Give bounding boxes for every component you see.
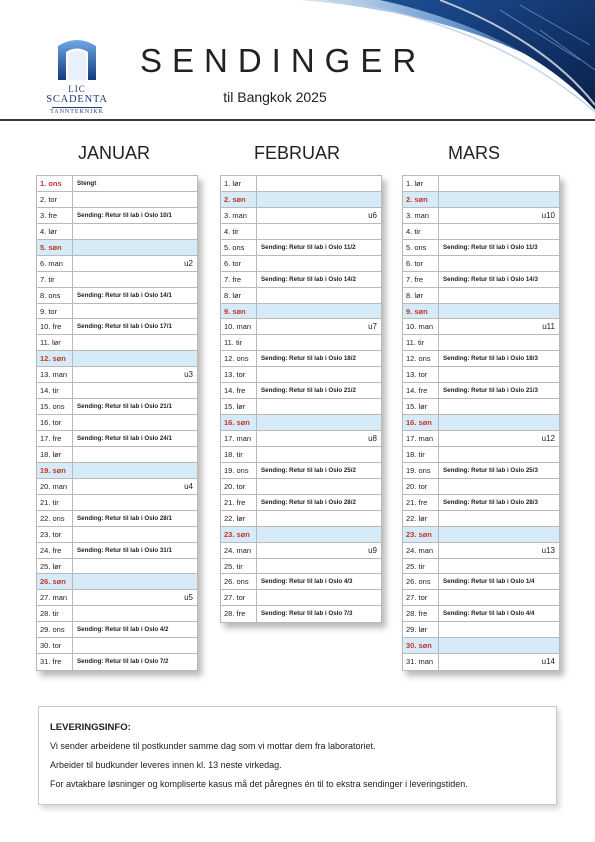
delivery-info-line: Arbeider til budkunder leveres innen kl. 13 neste virkedag. xyxy=(50,760,282,770)
shipment-note: Sending: Retur til lab i Oslo 14/3 xyxy=(443,275,538,283)
calendar-row xyxy=(403,431,559,447)
day-label: 3. fre xyxy=(37,208,73,223)
calendar-row xyxy=(221,335,381,351)
calendar-row xyxy=(403,272,559,288)
calendar-row xyxy=(403,495,559,511)
week-number: u12 xyxy=(541,434,555,443)
calendar-row xyxy=(37,638,197,654)
empty-note xyxy=(73,495,197,510)
shipment-note: Sending: Retur til lab i Oslo 11/3 xyxy=(443,243,538,251)
calendar-row xyxy=(403,288,559,304)
day-label: 3. man xyxy=(221,208,257,223)
day-label: 17. man xyxy=(403,431,439,446)
day-label: 26. ons xyxy=(403,574,439,589)
day-label: 25. tir xyxy=(403,559,439,574)
delivery-info-box xyxy=(38,706,557,805)
empty-note xyxy=(439,192,559,207)
calendar-row xyxy=(221,272,381,288)
day-label: 8. ons xyxy=(37,288,73,303)
day-label: 2. søn xyxy=(403,192,439,207)
empty-note xyxy=(73,367,197,382)
day-label: 13. tor xyxy=(403,367,439,382)
empty-note xyxy=(73,256,197,271)
empty-note xyxy=(439,415,559,430)
calendar-row xyxy=(37,383,197,399)
shipment-note: Sending: Retur til lab i Oslo 14/1 xyxy=(77,291,172,299)
calendar-row xyxy=(37,272,197,288)
calendar-row xyxy=(221,559,381,575)
empty-note xyxy=(439,590,559,605)
day-label: 19. ons xyxy=(403,463,439,478)
empty-note xyxy=(257,399,381,414)
week-number: u2 xyxy=(184,258,193,268)
calendar-row xyxy=(403,319,559,335)
day-label: 26. søn xyxy=(37,574,73,589)
shipment-note: Sending: Retur til lab i Oslo 14/2 xyxy=(261,275,356,283)
empty-note xyxy=(257,527,381,542)
day-label: 11. tir xyxy=(221,335,257,350)
calendar-row xyxy=(221,399,381,415)
calendar-row xyxy=(37,415,197,431)
empty-note xyxy=(439,304,559,319)
empty-note xyxy=(73,590,197,605)
day-label: 29. lør xyxy=(403,622,439,637)
day-label: 22. ons xyxy=(37,511,73,526)
calendar-row xyxy=(221,367,381,383)
empty-note xyxy=(257,559,381,574)
empty-note xyxy=(73,559,197,574)
shipment-note: Sending: Retur til lab i Oslo 31/1 xyxy=(77,546,172,554)
calendar-row xyxy=(403,463,559,479)
day-label: 13. tor xyxy=(221,367,257,382)
day-label: 18. tir xyxy=(403,447,439,462)
day-label: 22. lør xyxy=(221,511,257,526)
calendar-februar xyxy=(220,175,382,623)
calendar-row xyxy=(403,622,559,638)
calendar-row xyxy=(37,335,197,351)
day-label: 7. fre xyxy=(221,272,257,287)
empty-note xyxy=(439,288,559,303)
empty-note xyxy=(73,224,197,239)
day-label: 2. tor xyxy=(37,192,73,207)
calendar-row-sunday xyxy=(37,574,197,590)
empty-note xyxy=(73,272,197,287)
day-label: 4. lør xyxy=(37,224,73,239)
day-label: 23. tor xyxy=(37,527,73,542)
week-number: u9 xyxy=(368,545,377,555)
calendar-row-sunday xyxy=(403,527,559,543)
day-label: 25. tir xyxy=(221,559,257,574)
day-label: 10. fre xyxy=(37,319,73,334)
calendar-row-sunday xyxy=(403,192,559,208)
calendar-row xyxy=(37,224,197,240)
calendar-row xyxy=(221,351,381,367)
calendar-row xyxy=(37,208,197,224)
empty-note xyxy=(257,479,381,494)
shipment-note: Sending: Retur til lab i Oslo 21/1 xyxy=(77,403,172,411)
empty-note xyxy=(439,367,559,382)
shipment-note: Sending: Retur til lab i Oslo 24/1 xyxy=(77,435,172,442)
day-label: 14. tir xyxy=(37,383,73,398)
calendar-row xyxy=(403,447,559,463)
day-label: 14. fre xyxy=(403,383,439,398)
week-number: u11 xyxy=(542,322,555,332)
empty-note xyxy=(257,415,381,430)
shipment-note: Sending: Retur til lab i Oslo 1/4 xyxy=(443,578,535,586)
day-label: 16. søn xyxy=(403,415,439,430)
day-label: 11. tir xyxy=(403,335,439,350)
week-number: u14 xyxy=(541,657,555,667)
empty-note xyxy=(257,447,381,462)
day-label: 30. søn xyxy=(403,638,439,653)
calendar-row xyxy=(403,335,559,351)
logo-rule xyxy=(52,107,102,108)
empty-note xyxy=(257,256,381,271)
shipment-note: Sending: Retur til lab i Oslo 7/3 xyxy=(261,610,353,618)
empty-note xyxy=(257,192,381,207)
day-label: 28. fre xyxy=(403,606,439,621)
shipment-note: Sending: Retur til lab i Oslo 21/2 xyxy=(261,387,356,395)
empty-note xyxy=(73,335,197,350)
day-label: 30. tor xyxy=(37,638,73,653)
empty-note xyxy=(439,319,559,334)
empty-note xyxy=(73,351,197,366)
day-label: 7. fre xyxy=(403,272,439,287)
calendar-januar xyxy=(36,175,198,671)
day-label: 21. fre xyxy=(403,495,439,510)
calendar-row xyxy=(403,367,559,383)
shipment-note: Sending: Retur til lab i Oslo 28/3 xyxy=(443,498,538,506)
day-label: 14. fre xyxy=(221,383,257,398)
day-label: 11. lør xyxy=(37,335,73,350)
day-label: 17. man xyxy=(221,431,257,446)
calendar-row xyxy=(403,351,559,367)
shipment-note: Sending: Retur til lab i Oslo 4/4 xyxy=(443,610,535,618)
calendar-row xyxy=(37,176,197,192)
empty-note xyxy=(73,192,197,207)
calendar-row xyxy=(221,511,381,527)
day-label: 9. tor xyxy=(37,304,73,319)
calendar-row-sunday xyxy=(221,415,381,431)
shipment-note: Sending: Retur til lab i Oslo 4/2 xyxy=(77,626,169,634)
month-title-mars: MARS xyxy=(447,143,500,163)
calendar-row-sunday xyxy=(37,463,197,479)
day-label: 13. man xyxy=(37,367,73,382)
day-label: 26. ons xyxy=(221,574,257,589)
calendar-row-sunday xyxy=(221,304,381,320)
calendar-row xyxy=(403,606,559,622)
logo-text-scadenta: SCADENTA xyxy=(46,94,108,105)
empty-note xyxy=(257,367,381,382)
empty-note xyxy=(257,288,381,303)
day-label: 16. søn xyxy=(221,415,257,430)
day-label: 10. man xyxy=(221,319,257,334)
calendar-row xyxy=(403,383,559,399)
day-label: 23. søn xyxy=(221,527,257,542)
calendar-row xyxy=(221,479,381,495)
day-label: 12. ons xyxy=(221,351,257,366)
shipment-note: Sending: Retur til lab i Oslo 4/3 xyxy=(261,578,353,586)
calendar-row xyxy=(37,559,197,575)
day-label: 24. man xyxy=(221,543,257,558)
shipment-note: Sending: Retur til lab i Oslo 11/2 xyxy=(261,243,356,251)
empty-note xyxy=(439,622,559,637)
shipment-note: Sending: Retur til lab i Oslo 17/1 xyxy=(77,323,172,331)
empty-note xyxy=(257,319,381,334)
empty-note xyxy=(439,559,559,574)
day-label: 23. søn xyxy=(403,527,439,542)
empty-note xyxy=(73,383,197,398)
day-label: 3. man xyxy=(403,208,439,223)
day-label: 15. lør xyxy=(221,399,257,414)
calendar-row xyxy=(37,319,197,335)
calendar-row xyxy=(221,431,381,447)
day-label: 31. man xyxy=(403,654,439,670)
week-number: u10 xyxy=(541,210,555,220)
day-label: 1. lør xyxy=(221,176,257,191)
empty-note xyxy=(73,527,197,542)
day-label: 10. man xyxy=(403,319,439,334)
calendar-row xyxy=(221,224,381,240)
day-label: 9. søn xyxy=(403,304,439,319)
calendar-row xyxy=(221,543,381,559)
empty-note xyxy=(439,511,559,526)
empty-note xyxy=(73,574,197,589)
calendar-row xyxy=(221,319,381,335)
day-label: 25. lør xyxy=(37,559,73,574)
empty-note xyxy=(257,208,381,223)
calendar-row xyxy=(37,288,197,304)
day-label: 28. fre xyxy=(221,606,257,622)
week-number: u5 xyxy=(184,593,193,603)
logo-text-lic: LIC xyxy=(68,84,86,94)
calendar-row xyxy=(221,463,381,479)
week-number: u3 xyxy=(184,370,193,380)
day-label: 22. lør xyxy=(403,511,439,526)
empty-note xyxy=(257,431,381,446)
calendar-row xyxy=(221,447,381,463)
calendar-row xyxy=(37,399,197,415)
calendar-row xyxy=(221,176,381,192)
calendar-row xyxy=(221,256,381,272)
calendar-row-sunday xyxy=(403,638,559,654)
empty-note xyxy=(257,335,381,350)
day-label: 4. tir xyxy=(403,224,439,239)
day-label: 27. man xyxy=(37,590,73,605)
calendar-row xyxy=(37,527,197,543)
calendar-row xyxy=(37,367,197,383)
day-label: 27. tor xyxy=(403,590,439,605)
day-label: 15. ons xyxy=(37,399,73,414)
week-number: u6 xyxy=(368,210,377,220)
delivery-info-line: For avtakbare løsninger og kompliserte kasus må det påregnes én til to ekstra sendinger i leveringstiden. xyxy=(50,779,468,789)
calendar-row xyxy=(37,511,197,527)
calendar-row xyxy=(221,288,381,304)
calendar-row xyxy=(221,495,381,511)
calendar-row xyxy=(403,574,559,590)
calendar-row xyxy=(221,590,381,606)
calendar-row xyxy=(37,606,197,622)
calendar-row xyxy=(403,543,559,559)
day-label: 4. tir xyxy=(221,224,257,239)
shipment-note: Sending: Retur til lab i Oslo 28/1 xyxy=(77,514,172,522)
calendar-row-sunday xyxy=(403,415,559,431)
day-label: 18. lør xyxy=(37,447,73,462)
empty-note xyxy=(439,335,559,350)
calendar-row xyxy=(403,654,559,670)
empty-note xyxy=(73,463,197,478)
day-label: 5. søn xyxy=(37,240,73,255)
calendar-row xyxy=(403,176,559,192)
calendar-row xyxy=(221,383,381,399)
calendar-row xyxy=(403,479,559,495)
calendar-row-sunday xyxy=(37,240,197,256)
day-label: 12. søn xyxy=(37,351,73,366)
calendar-row xyxy=(403,224,559,240)
delivery-info-line: Vi sender arbeidene til postkunder samme dag som vi mottar dem fra laboratoriet. xyxy=(50,741,376,751)
calendar-row xyxy=(37,431,197,447)
calendar-row xyxy=(37,479,197,495)
day-label: 12. ons xyxy=(403,351,439,366)
calendar-row xyxy=(221,240,381,256)
day-label: 31. fre xyxy=(37,654,73,670)
empty-note xyxy=(439,176,559,191)
empty-note xyxy=(439,256,559,271)
shipment-note: Sending: Retur til lab i Oslo 10/1 xyxy=(77,211,172,219)
calendar-row xyxy=(37,447,197,463)
calendar-row xyxy=(37,495,197,511)
day-label: 15. lør xyxy=(403,399,439,414)
day-label: 19. søn xyxy=(37,463,73,478)
empty-note xyxy=(439,527,559,542)
day-label: 8. lør xyxy=(403,288,439,303)
calendar-row xyxy=(403,511,559,527)
calendar-row xyxy=(403,256,559,272)
day-label: 6. man xyxy=(37,256,73,271)
calendar-row-sunday xyxy=(403,304,559,320)
day-label: 5. ons xyxy=(403,240,439,255)
calendar-row xyxy=(403,590,559,606)
logo-text-tannteknikk: TANNTEKNIKK xyxy=(50,109,104,115)
shipment-note: Sending: Retur til lab i Oslo 7/2 xyxy=(77,658,169,666)
calendar-row xyxy=(37,543,197,559)
shipment-note: Sending: Retur til lab i Oslo 21/3 xyxy=(443,387,538,395)
empty-note xyxy=(439,224,559,239)
empty-note xyxy=(439,479,559,494)
shipment-note: Sending: Retur til lab i Oslo 25/3 xyxy=(443,466,538,474)
company-logo xyxy=(44,36,110,122)
empty-note xyxy=(257,224,381,239)
shipment-note: Sending: Retur til lab i Oslo 18/2 xyxy=(261,355,356,363)
empty-note xyxy=(73,447,197,462)
empty-note xyxy=(257,590,381,605)
calendar-row-sunday xyxy=(37,351,197,367)
calendar-row xyxy=(37,622,197,638)
empty-note xyxy=(257,543,381,558)
day-label: 28. tir xyxy=(37,606,73,621)
calendar-row-sunday xyxy=(221,527,381,543)
calendar-row xyxy=(37,654,197,670)
day-label: 2. søn xyxy=(221,192,257,207)
day-label: 9. søn xyxy=(221,304,257,319)
empty-note xyxy=(257,511,381,526)
day-label: 27. tor xyxy=(221,590,257,605)
month-title-januar: JANUAR xyxy=(77,143,150,163)
empty-note xyxy=(73,304,197,319)
day-label: 18. tir xyxy=(221,447,257,462)
empty-note xyxy=(73,415,197,430)
logo-arch-icon xyxy=(44,36,110,82)
day-label: 20. tor xyxy=(221,479,257,494)
calendar-row xyxy=(37,304,197,320)
empty-note xyxy=(439,638,559,653)
day-label: 24. fre xyxy=(37,543,73,558)
empty-note xyxy=(73,240,197,255)
day-label: 1. lør xyxy=(403,176,439,191)
day-label: 29. ons xyxy=(37,622,73,637)
day-label: 20. tor xyxy=(403,479,439,494)
calendar-row xyxy=(403,240,559,256)
day-label: 8. lør xyxy=(221,288,257,303)
shipment-note: Sending: Retur til lab i Oslo 18/3 xyxy=(443,355,538,363)
shipment-note: Stengt xyxy=(77,180,97,187)
calendar-row xyxy=(221,574,381,590)
page-subtitle: til Bangkok 2025 xyxy=(223,89,327,105)
day-label: 16. tor xyxy=(37,415,73,430)
shipment-note: Sending: Retur til lab i Oslo 25/2 xyxy=(261,466,356,474)
empty-note xyxy=(73,638,197,653)
page-title: SENDINGER xyxy=(140,42,427,79)
empty-note xyxy=(73,479,197,494)
empty-note xyxy=(439,447,559,462)
day-label: 21. fre xyxy=(221,495,257,510)
week-number: u4 xyxy=(184,481,193,491)
week-number: u13 xyxy=(541,545,555,555)
week-number: u7 xyxy=(368,322,377,332)
empty-note xyxy=(73,606,197,621)
calendar-row xyxy=(221,606,381,622)
day-label: 6. tor xyxy=(403,256,439,271)
day-label: 1. ons xyxy=(37,176,73,191)
month-title-februar: FEBRUAR xyxy=(253,143,340,163)
calendar-row xyxy=(37,192,197,208)
empty-note xyxy=(257,304,381,319)
calendar-row-sunday xyxy=(221,192,381,208)
calendar-row xyxy=(403,208,559,224)
day-label: 21. tir xyxy=(37,495,73,510)
calendar-row xyxy=(403,399,559,415)
calendar-row xyxy=(37,590,197,606)
calendar-mars xyxy=(402,175,560,671)
day-label: 19. ons xyxy=(221,463,257,478)
day-label: 24. man xyxy=(403,543,439,558)
empty-note xyxy=(257,176,381,191)
calendar-row xyxy=(37,256,197,272)
day-label: 17. fre xyxy=(37,431,73,446)
calendar-row xyxy=(221,208,381,224)
page-header xyxy=(0,0,595,124)
day-label: 20. man xyxy=(37,479,73,494)
week-number: u8 xyxy=(368,434,377,443)
day-label: 6. tor xyxy=(221,256,257,271)
shipment-note: Sending: Retur til lab i Oslo 28/2 xyxy=(261,498,356,506)
empty-note xyxy=(439,399,559,414)
delivery-info-title: LEVERINGSINFO: xyxy=(50,722,131,733)
day-label: 5. ons xyxy=(221,240,257,255)
calendar-row xyxy=(403,559,559,575)
day-label: 7. tir xyxy=(37,272,73,287)
